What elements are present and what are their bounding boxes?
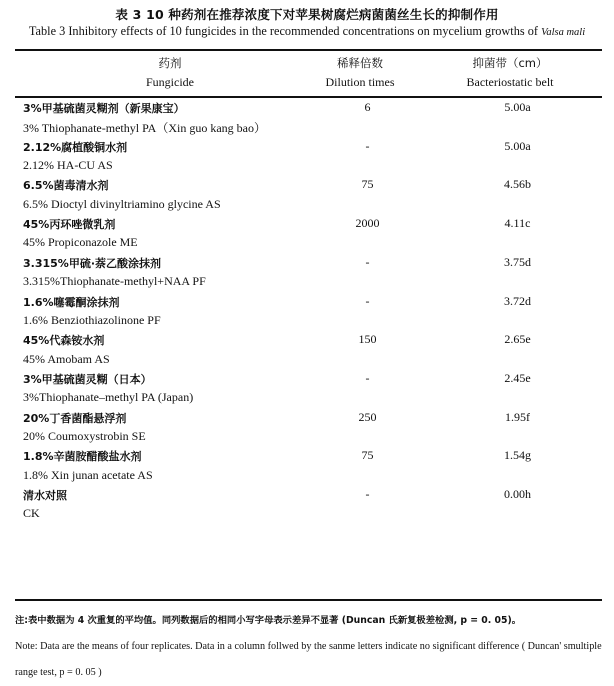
header-dilution-cn: 稀释倍数 (337, 56, 383, 70)
belt-value: 4.56b (504, 177, 531, 192)
belt-value: 1.54g (504, 448, 531, 463)
fungicide-name-cn: 1.8%辛菌胺醋酸盐水剂 (23, 450, 142, 464)
belt-value: 5.00a (504, 138, 531, 153)
dilution-value: 75 (361, 177, 374, 192)
note-en-line2: range test, p = 0. 05 ) (15, 667, 102, 678)
table-row-en (0, 468, 614, 487)
dilution-value: 75 (361, 448, 374, 463)
fungicide-name-cn: 3%甲基硫菌灵糊（日本） (23, 372, 152, 386)
fungicide-name-cn: 45%代森铵水剂 (23, 334, 105, 348)
table-title-en-text: Table 3 Inhibitory effects of 10 fungicides in the recommended concentrations on mycelium growths of (28, 24, 542, 38)
dilution-value: 6 (364, 100, 371, 114)
table-row (0, 371, 614, 390)
table-row-en (0, 274, 614, 293)
table-row (0, 216, 614, 235)
fungicide-name-cn: 3.315%甲硫·萘乙酸涂抹剂 (23, 256, 161, 270)
belt-value: 5.00a (504, 100, 531, 114)
fungicide-name-en: 3.315%Thiophanate-methyl+NAA PF (23, 274, 206, 289)
table-row-en (0, 158, 614, 177)
table-title-en (0, 24, 614, 39)
fungicide-name-en: 20% Coumoxystrobin SE (23, 428, 146, 443)
fungicide-name-cn: 45%丙环唑微乳剂 (23, 218, 116, 232)
table-row-en (0, 235, 614, 254)
table-row-en (0, 119, 614, 138)
table-row (0, 294, 614, 313)
table-row (0, 332, 614, 351)
header-dilution-en: Dilution times (325, 75, 395, 89)
dilution-value: 150 (358, 332, 377, 347)
dilution-value: - (365, 370, 370, 385)
fungicide-name-cn: 20%丁香菌酯悬浮剂 (23, 411, 127, 425)
fungicide-name-cn: 6.5%菌毒清水剂 (23, 179, 109, 193)
dilution-value: - (365, 138, 370, 153)
table-row-en (0, 197, 614, 216)
table-row-en (0, 390, 614, 409)
dilution-value: - (365, 293, 370, 308)
top-rule (15, 49, 602, 51)
fungicide-name-en: 1.6% Benziothiazolinone PF (23, 312, 161, 327)
belt-value: 2.45e (504, 370, 531, 385)
fungicide-name-en: 2.12% HA-CU AS (23, 158, 113, 173)
table-row (0, 410, 614, 429)
fungicide-name-en: 45% Amobam AS (23, 351, 110, 366)
fungicide-name-en: 45% Propiconazole ME (23, 235, 138, 250)
species-name: Valsa mali (541, 27, 586, 38)
belt-value: 0.00h (504, 487, 531, 501)
table-row-en (0, 352, 614, 371)
belt-value: 3.72d (504, 293, 531, 308)
fungicide-name-cn: 3%甲基硫菌灵糊剂（新果康宝） (23, 102, 185, 115)
dilution-value: - (365, 487, 370, 501)
fungicide-name-cn: 1.6%噻霉酮涂抹剂 (23, 295, 120, 309)
dilution-value: - (365, 254, 370, 269)
header-belt-en: Bacteriostatic belt (466, 75, 554, 89)
table-row (0, 100, 614, 119)
table-row (0, 255, 614, 274)
dilution-value: 2000 (355, 216, 380, 231)
belt-value: 2.65e (504, 332, 531, 347)
header-rule (15, 96, 602, 98)
fungicide-name-en: 3% Thiophanate-methyl PA（Xin guo kang bao） (23, 121, 266, 136)
table-row-en (0, 506, 614, 525)
header-fungicide-cn: 药剂 (158, 56, 182, 70)
note-cn: 注:表中数据为 4 次重复的平均值。同列数据后的相同小写字母表示差异不显著 (Duncan 氏新复极差检测, p = 0. 05)。 (15, 615, 522, 626)
table-row-en (0, 429, 614, 448)
header-belt-cn: 抑菌带（cm） (472, 56, 548, 70)
table-row-en (0, 313, 614, 332)
fungicide-name-en: CK (23, 506, 40, 521)
header-fungicide-en: Fungicide (146, 75, 194, 89)
belt-value: 3.75d (504, 254, 531, 269)
table-title-cn: 表 3 10 种药剂在推荐浓度下对苹果树腐烂病菌菌丝生长的抑制作用 (115, 7, 499, 22)
table-row (0, 177, 614, 196)
bottom-rule (15, 599, 602, 601)
table-row (0, 487, 614, 506)
belt-value: 1.95f (505, 409, 530, 424)
fungicide-name-cn: 清水对照 (23, 489, 67, 502)
note-en-line1: Note: Data are the means of four replicates. Data in a column follwed by the sanme letters indicate no significant difference ( Duncan' smultiple (15, 641, 602, 652)
fungicide-name-en: 1.8% Xin junan acetate AS (23, 467, 153, 482)
dilution-value: 250 (358, 409, 377, 424)
fungicide-name-en: 3%Thiophanate–methyl PA (Japan) (23, 390, 194, 405)
fungicide-name-cn: 2.12%腐植酸铜水剂 (23, 140, 128, 154)
belt-value: 4.11c (504, 216, 531, 231)
fungicide-name-en: 6.5% Dioctyl divinyltriamino glycine AS (23, 196, 221, 211)
table-row (0, 139, 614, 158)
table-row (0, 448, 614, 467)
